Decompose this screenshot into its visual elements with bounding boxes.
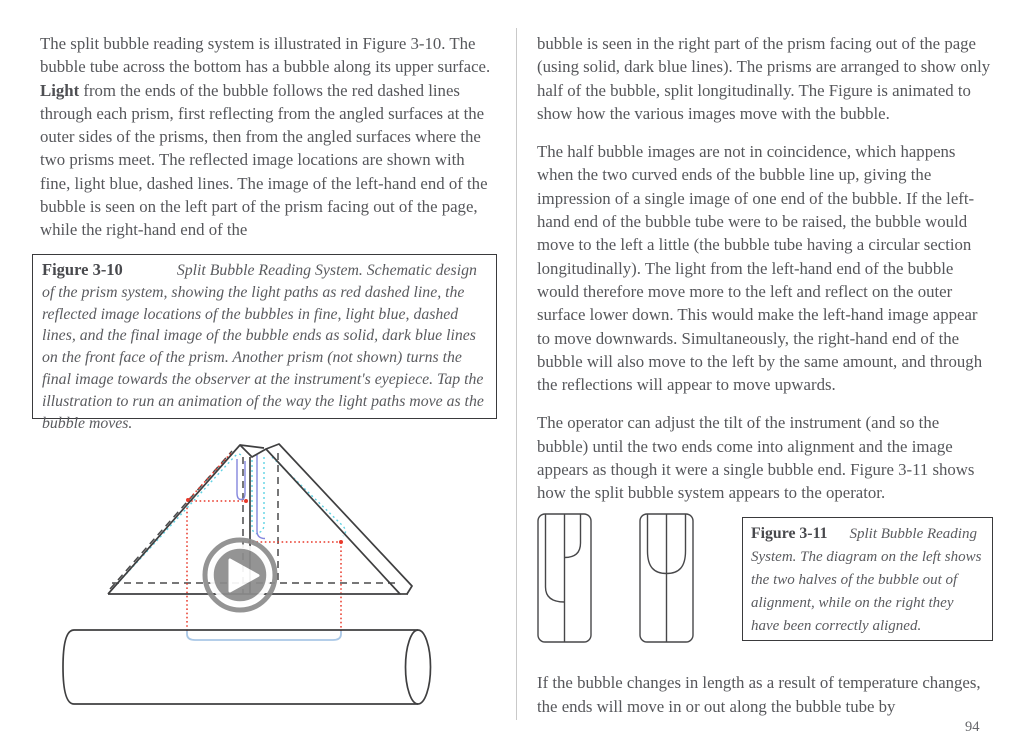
body-paragraph: The split bubble reading system is illustrated in Figure 3-10. The bubble tube across the bottom has a bubble along its upper surface. Light from the ends of the bubble follows the red dashed lines through each prism, first reflecting from the angled surfaces at the outer sides of the prisms, then from the angled surfaces where the two prisms meet. The reflected image locations are shown with fine, light blue, dashed lines. The image of the left-hand end of the bubble is seen on the left part of the prism facing out of the page, while the right-hand end of the — [40, 34, 491, 240]
bubble-aligned-figure — [639, 513, 694, 643]
figure-label: Figure 3-11 — [751, 525, 828, 542]
figure-caption-text: Split Bubble Reading System. The diagram on the left shows the two halves of the bubble out of alignment, while on the right they have been correctly aligned. — [751, 526, 982, 634]
left-column — [40, 32, 496, 257]
figure-3-11-caption-box — [742, 517, 993, 641]
bold-word-light: Light — [40, 80, 80, 100]
bubble-arc — [187, 631, 341, 640]
play-icon[interactable] — [205, 540, 275, 610]
column-divider — [516, 28, 517, 720]
final-image-blue — [237, 455, 265, 539]
right-column — [537, 32, 993, 520]
prism-diagram[interactable] — [60, 435, 470, 730]
page-number: 94 — [965, 719, 980, 735]
light-path-red-dots — [186, 498, 343, 544]
body-paragraph: If the bubble changes in length as a result of temperature changes, the ends will move in or out along the bubble tube by — [537, 672, 981, 716]
body-paragraph: The operator can adjust the tilt of the instrument (and so the bubble) until the two ends come into alignment and the image appears as though it were a single bubble end. Figure 3-11 shows how the split bubble system appears to the operator. — [537, 413, 975, 503]
figure-label: Figure 3-10 — [42, 260, 123, 279]
body-paragraph: bubble is seen in the right part of the prism facing out of the page (using solid, dark blue lines). The prisms are arranged to show only half of the bubble, split longitudinally. The Figure is animated to show how the various images move with the bubble. — [537, 34, 991, 123]
bubble-misaligned-figure — [537, 513, 592, 643]
figure-3-10-caption-box — [32, 254, 497, 432]
body-paragraph: The half bubble images are not in coincidence, which happens when the two curved ends of the bubble line up, giving the impression of a single image of one end of the bubble. If the left-hand end of the bubble tube were to be raised, the bubble would move to the left a little (the bubble tube having a circular section longitudinally). The light from the left-hand end of the bubble would therefore move more to the left and reflect on the outer surface lower down. This would make the left-hand image appear to move downwards. Simultaneously, the right-hand end of the bubble will also move to the left by the same amount, and through the reflections will appear to move upwards. — [537, 142, 983, 395]
bubble-tube-cylinder — [63, 630, 431, 704]
figure-caption-text: Split Bubble Reading System. Schematic design of the prism system, showing the light paths as red dashed line, the reflected image locations of the bubbles in fine, light blue, dashed lines, and the final image of the bubble ends as solid, dark blue lines on the front face of the prism. Another prism (not shown) turns the final image towards the observer at the instrument's eyepiece. Tap the illustration to run an animation of the way the light paths move as the bubble moves. — [42, 262, 484, 432]
